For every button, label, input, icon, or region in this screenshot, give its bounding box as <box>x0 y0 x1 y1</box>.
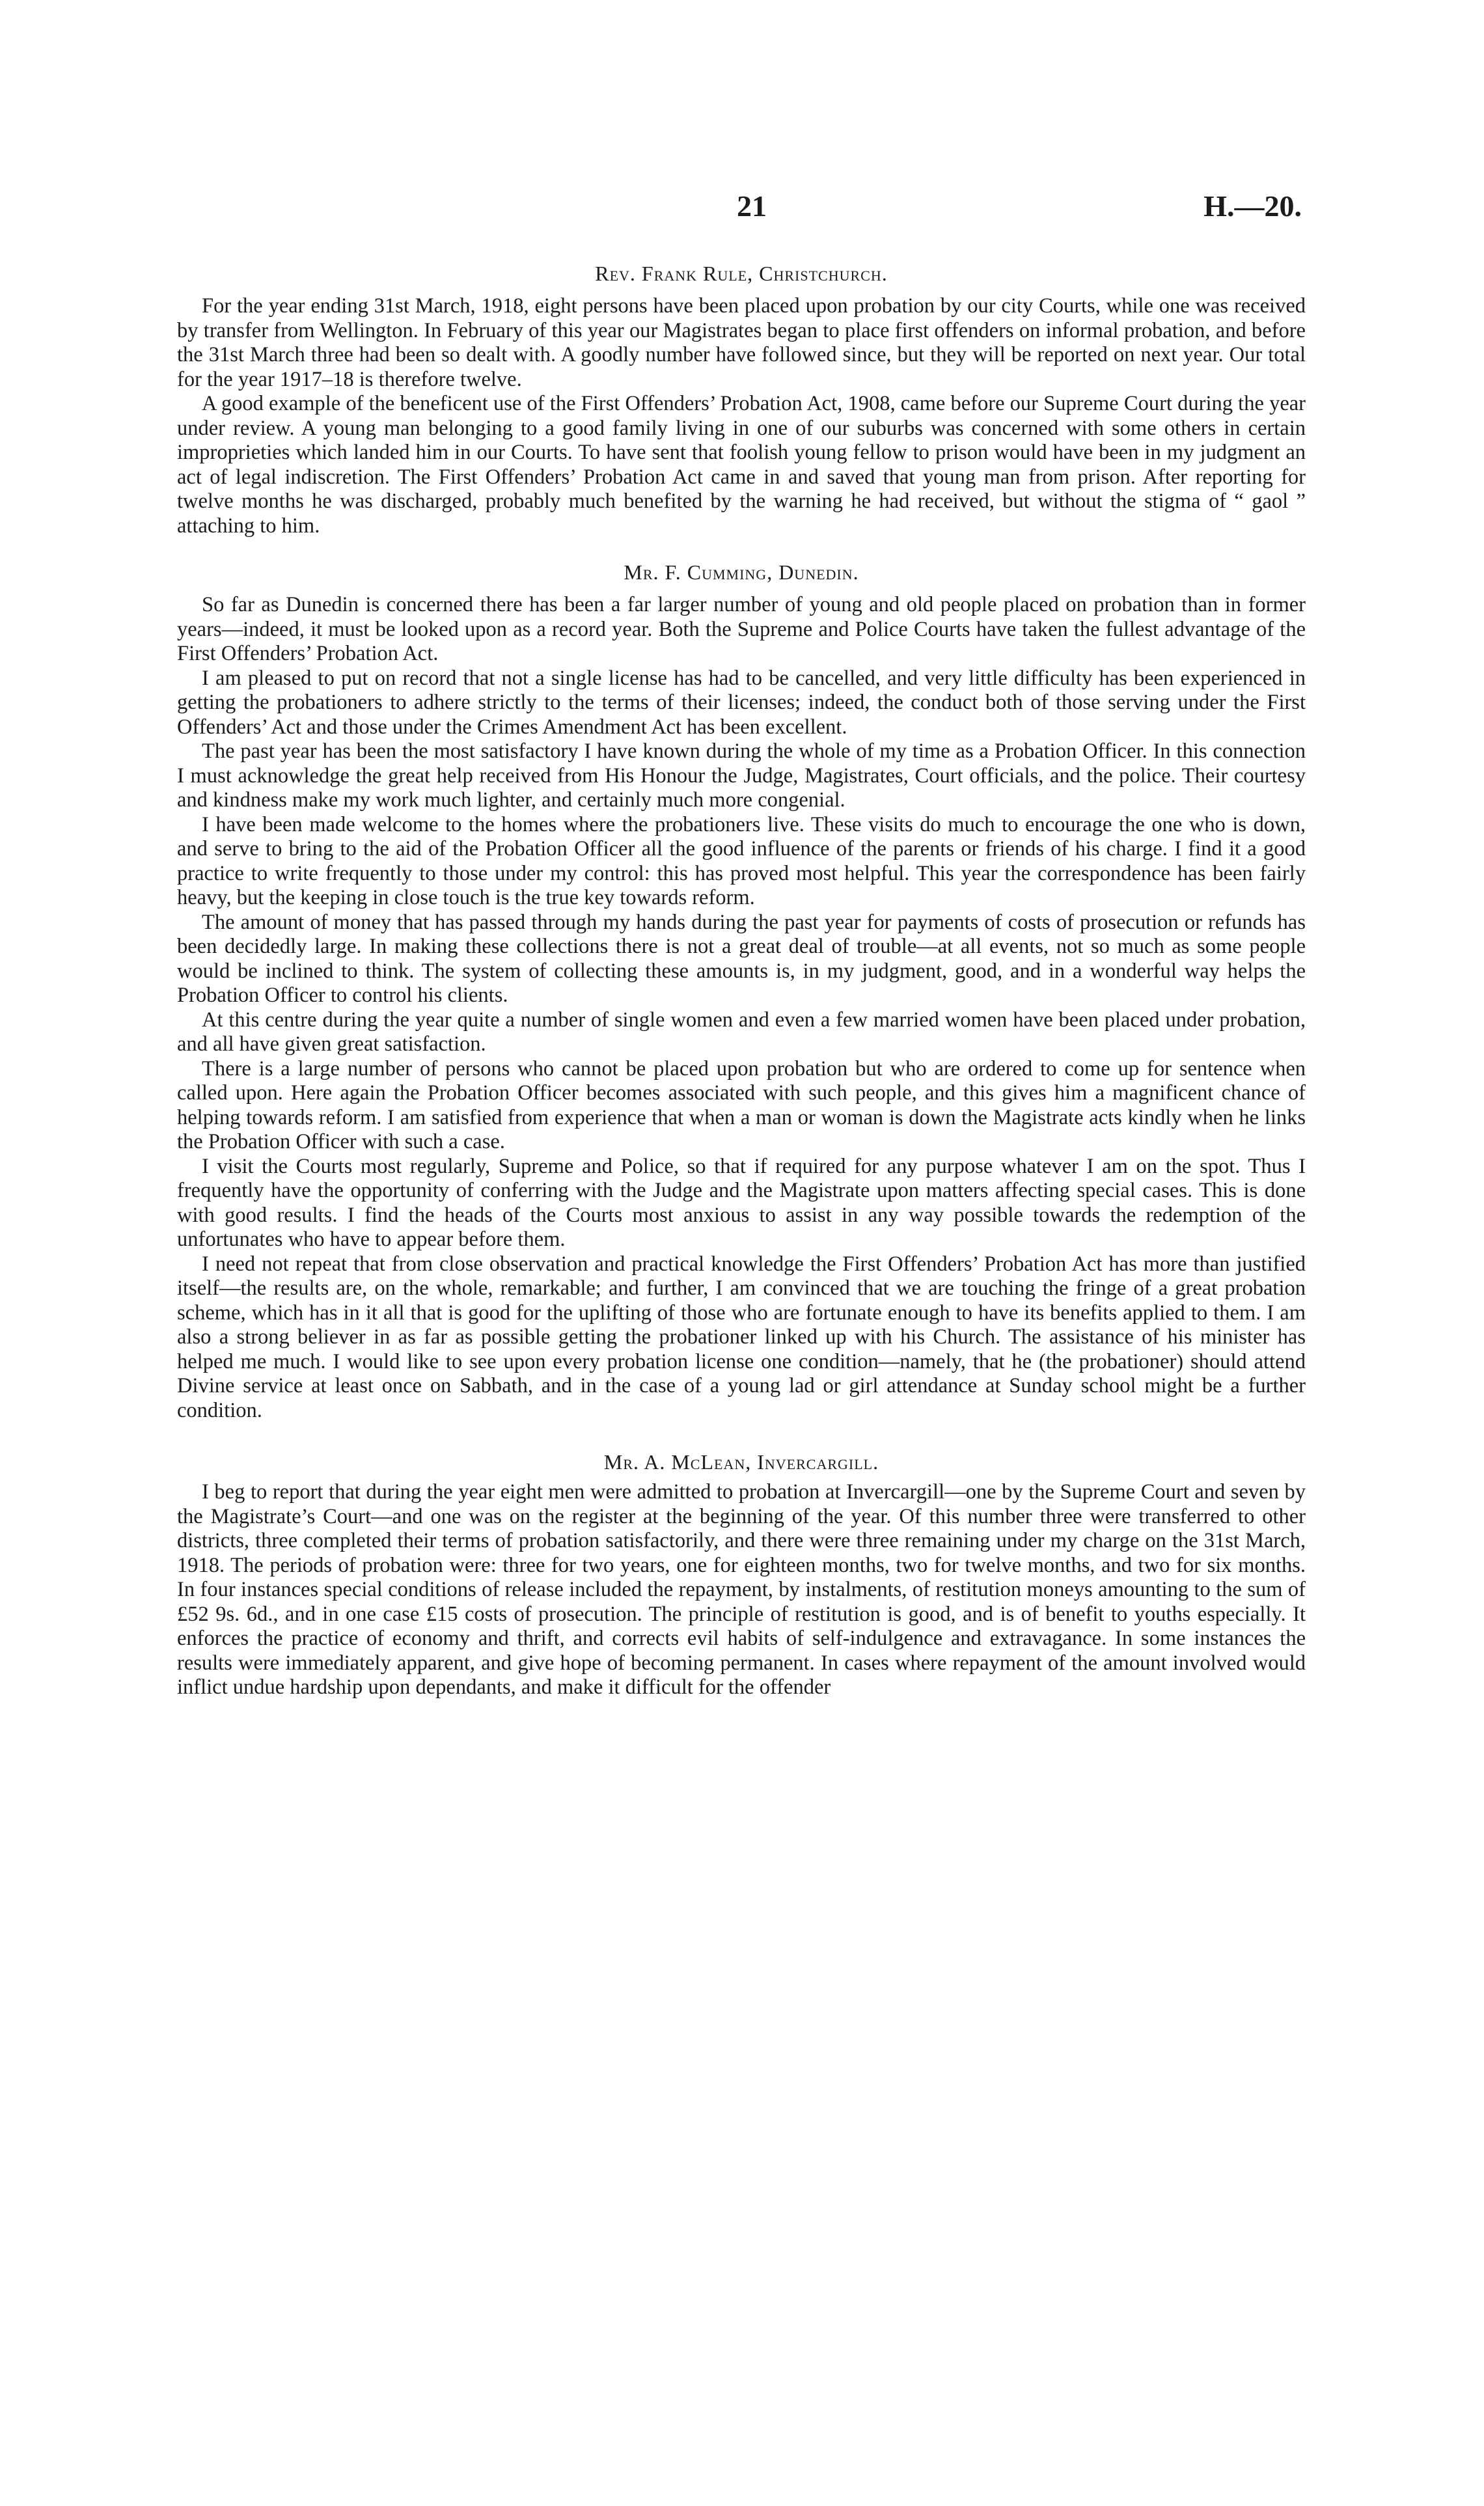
paragraph: I visit the Courts most regularly, Supreme and Police, so that if required for any purpose whatever I am on the spot. Thus I frequently have the opportunity of conferring with the Judge and the Magistrate upon matters affecting special cases. This is done with good results. I find the heads of the Courts most anxious to assist in any way possible towards the redemption of the unfortunates who have to appear before them. <box>177 1154 1306 1251</box>
report-christchurch <box>177 260 1306 538</box>
paragraph: I have been made welcome to the homes where the probationers live. These visits do much to encourage the one who is down, and serve to bring to the aid of the Probation Officer all the good influence of the parents or friends of his charge. I find it a good practice to write frequently to those under my control: this has proved most helpful. This year the correspondence has been fairly heavy, but the keeping in close touch is the true key towards reform. <box>177 812 1306 909</box>
document-reference: H.—20. <box>1203 189 1302 223</box>
section-heading: Rev. Frank Rule, Christchurch. <box>595 262 888 285</box>
page-body <box>177 260 1306 1700</box>
paragraph: I am pleased to put on record that not a single license has had to be cancelled, and very little difficulty has been experienced in getting the probationers to adhere strictly to the terms of their licenses; indeed, the conduct both of those serving under the First Offenders’ Act and those under the Crimes Amendment Act has been excellent. <box>177 666 1306 739</box>
section-heading: Mr. F. Cumming, Dunedin. <box>624 560 859 584</box>
paragraph: So far as Dunedin is concerned there has been a far larger number of young and old people placed on probation than in former years—indeed, it must be looked upon as a record year. Both the Supreme and Police Courts have taken the fullest advantage of the First Offenders’ Probation Act. <box>177 593 1306 665</box>
paragraph: I need not repeat that from close observation and practical knowledge the First Offenders’ Probation Act has more than justified itself—the results are, on the whole, remarkable; and further, I am convinced that we are touching the fringe of a great probation scheme, which has in it all that is good for the uplifting of those who are fortunate enough to have its benefits applied to them. I am also a strong believer in as far as possible getting the probationer linked up with his Church. The assistance of his minister has helped me much. I would like to see upon every probation license one condition—namely, that he (the probationer) should attend Divine service at least once on Sabbath, and in the case of a young lad or girl attendance at Sunday school might be a further condition. <box>177 1252 1306 1422</box>
paragraph: There is a large number of persons who cannot be placed upon probation but who are ordered to come up for sentence when called upon. Here again the Probation Officer becomes associated with such people, and this gives him a magnificent chance of helping towards reform. I am satisfied from experience that when a man or woman is down the Magistrate acts kindly when he links the Probation Officer with such a case. <box>177 1056 1306 1153</box>
report-dunedin <box>177 559 1306 1423</box>
paragraph: For the year ending 31st March, 1918, eight persons have been placed upon probation by our city Courts, while one was received by transfer from Wellington. In February of this year our Magistrates began to place first offenders on informal probation, and before the 31st March three had been so dealt with. A goodly number have followed since, but they will be reported on next year. Our total for the year 1917–18 is therefore twelve. <box>177 294 1306 391</box>
paragraph: The amount of money that has passed through my hands during the past year for payments of costs of prosecution or refunds has been decidedly large. In making these collections there is not a great deal of trouble—at all events, not so much as some people would be inclined to think. The system of collecting these amounts is, in my judgment, good, and in a wonderful way helps the Probation Officer to control his clients. <box>177 910 1306 1007</box>
page-number: 21 <box>737 189 767 223</box>
report-invercargill <box>177 1449 1306 1700</box>
section-heading: Mr. A. McLean, Invercargill. <box>603 1450 879 1474</box>
paragraph: The past year has been the most satisfactory I have known during the whole of my time as a Probation Officer. In this connection I must acknowledge the great help received from His Honour the Judge, Magistrates, Court officials, and the police. Their courtesy and kindness make my work much lighter, and certainly much more congenial. <box>177 739 1306 812</box>
paragraph: I beg to report that during the year eight men were admitted to probation at Invercargill—one by the Supreme Court and seven by the Magistrate’s Court—and one was on the register at the beginning of the year. Of this number three were transferred to other districts, three completed their terms of probation satisfactorily, and there were three remaining under my charge on the 31st March, 1918. The periods of probation were: three for two years, one for eighteen months, two for twelve months, and two for six months. In four instances special conditions of release included the repayment, by instalments, of restitution moneys amounting to the sum of £52 9s. 6d., and in one case £15 costs of prosecution. The principle of restitution is good, and is of benefit to youths especially. It enforces the practice of economy and thrift, and corrects evil habits of self-indulgence and extravagance. In some instances the results were immediately apparent, and give hope of becoming permanent. In cases where repayment of the amount involved would inflict undue hardship upon dependants, and make it difficult for the offender <box>177 1480 1306 1699</box>
paragraph: At this centre during the year quite a number of single women and even a few married women have been placed under probation, and all have given great satisfaction. <box>177 1008 1306 1056</box>
paragraph: A good example of the beneficent use of the First Offenders’ Probation Act, 1908, came before our Supreme Court during the year under review. A young man belonging to a good family living in one of our suburbs was concerned with some others in certain improprieties which landed him in our Courts. To have sent that foolish young fellow to prison would have been in my judgment an act of legal indiscretion. The First Offenders’ Probation Act came in and saved that young man from prison. After reporting for twelve months he was discharged, probably much benefited by the warning he had received, but without the stigma of “ gaol ” attaching to him. <box>177 392 1306 538</box>
